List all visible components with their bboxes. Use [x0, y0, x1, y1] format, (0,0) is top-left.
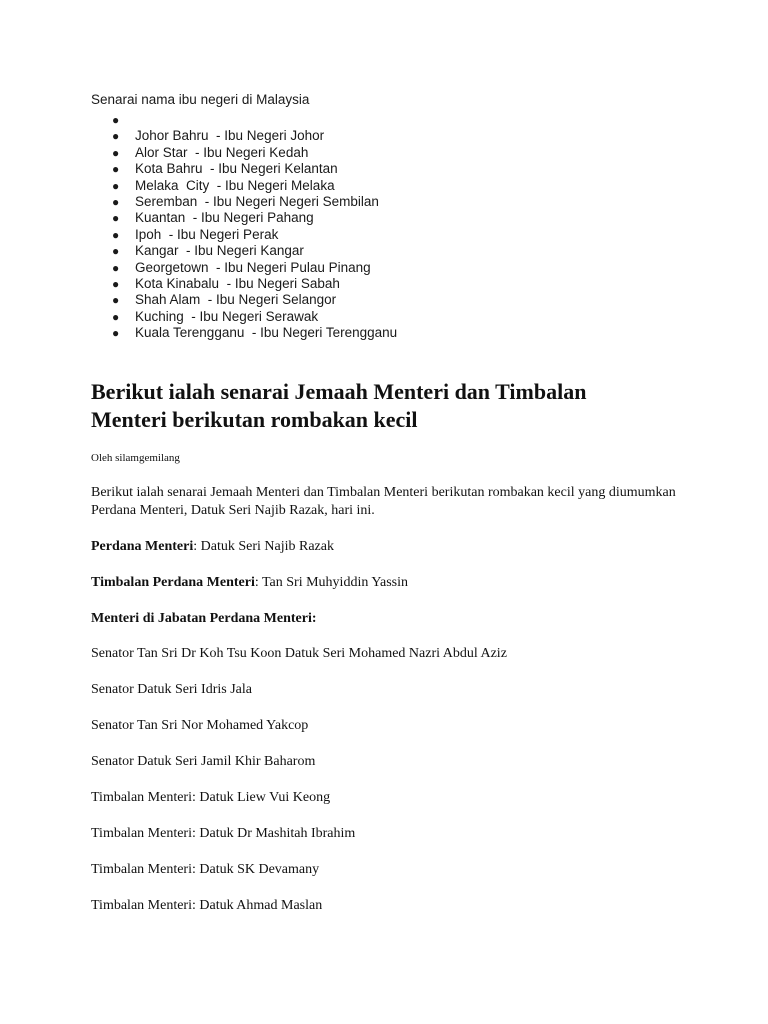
list-item	[91, 292, 397, 308]
list-item	[91, 210, 397, 226]
bullet-icon: ●	[112, 293, 120, 308]
deputy-minister-line: Timbalan Menteri: Datuk Dr Mashitah Ibrahim	[91, 826, 356, 841]
list-item-text: Ipoh - Ibu Negeri Perak	[135, 226, 279, 242]
prime-minister-line	[91, 538, 334, 556]
list-item-text: Kangar - Ibu Negeri Kangar	[135, 243, 304, 259]
list-item	[91, 227, 397, 243]
deputy-minister-line: Timbalan Menteri: Datuk Ahmad Maslan	[91, 898, 323, 913]
prime-minister-label: Perdana Menteri	[91, 539, 194, 554]
list-item	[91, 276, 397, 292]
deputy-minister-line: Timbalan Menteri: Datuk Liew Vui Keong	[91, 790, 331, 805]
list-item	[91, 161, 397, 177]
bullet-icon: ●	[112, 129, 120, 144]
bullet-icon: ●	[112, 309, 120, 324]
list-item	[91, 145, 397, 161]
department-heading	[91, 610, 317, 628]
deputy-prime-minister-name: : Tan Sri Muhyiddin Yassin	[254, 575, 409, 590]
article-byline: Oleh silamgemilang	[91, 452, 180, 464]
deputy-prime-minister-label: Timbalan Perdana Menteri	[91, 575, 255, 590]
list-item-text: Alor Star - Ibu Negeri Kedah	[135, 144, 309, 160]
list-item	[91, 260, 397, 276]
list-item	[91, 112, 397, 128]
list-item-text: Shah Alam - Ibu Negeri Selangor	[135, 292, 337, 308]
department-heading-text: Menteri di Jabatan Perdana Menteri:	[91, 611, 317, 626]
minister-line: Senator Tan Sri Dr Koh Tsu Koon Datuk Seri Mohamed Nazri Abdul Aziz	[91, 646, 507, 661]
deputy-minister-line: Timbalan Menteri: Datuk SK Devamany	[91, 862, 320, 877]
list-item	[91, 325, 397, 341]
bullet-icon: ●	[112, 145, 120, 160]
list-item	[91, 243, 397, 259]
list-item	[91, 309, 397, 325]
state-capitals-list	[91, 112, 397, 341]
bullet-icon: ●	[112, 276, 120, 291]
article-title: Berikut ialah senarai Jemaah Menteri dan Timbalan Menteri berikutan rombakan kecil	[91, 379, 587, 432]
article-lead: Berikut ialah senarai Jemaah Menteri dan Timbalan Menteri berikutan rombakan kecil yang diumumkan Perdana Menteri, Datuk Seri Najib Razak, hari ini.	[91, 485, 676, 518]
list-intro: Senarai nama ibu negeri di Malaysia	[91, 92, 310, 107]
minister-line: Senator Tan Sri Nor Mohamed Yakcop	[91, 718, 309, 733]
list-item-text: Seremban - Ibu Negeri Negeri Sembilan	[135, 193, 379, 209]
list-item-text: Kuala Terengganu - Ibu Negeri Terengganu	[135, 325, 398, 341]
deputy-prime-minister-line	[91, 574, 408, 592]
bullet-icon: ●	[112, 244, 120, 259]
list-item	[91, 178, 397, 194]
list-item-text: Kuantan - Ibu Negeri Pahang	[135, 210, 314, 226]
list-item-text: Kota Bahru - Ibu Negeri Kelantan	[135, 161, 338, 177]
bullet-icon: ●	[112, 113, 120, 127]
bullet-icon: ●	[112, 162, 120, 177]
list-item-text: Kota Kinabalu - Ibu Negeri Sabah	[135, 275, 340, 291]
list-item-text: Kuching - Ibu Negeri Serawak	[135, 308, 319, 324]
bullet-icon: ●	[112, 211, 120, 226]
bullet-icon: ●	[112, 178, 120, 193]
bullet-icon: ●	[112, 194, 120, 209]
list-item-text: Johor Bahru - Ibu Negeri Johor	[135, 128, 325, 144]
list-item	[91, 128, 397, 144]
list-item-text: Melaka City - Ibu Negeri Melaka	[135, 177, 335, 193]
list-item-text: Georgetown - Ibu Negeri Pulau Pinang	[135, 259, 371, 275]
bullet-icon: ●	[112, 227, 120, 242]
bullet-icon: ●	[112, 326, 120, 341]
minister-line: Senator Datuk Seri Idris Jala	[91, 682, 252, 697]
prime-minister-name: : Datuk Seri Najib Razak	[193, 539, 334, 554]
list-item	[91, 194, 397, 210]
minister-line: Senator Datuk Seri Jamil Khir Baharom	[91, 754, 316, 769]
bullet-icon: ●	[112, 260, 120, 275]
